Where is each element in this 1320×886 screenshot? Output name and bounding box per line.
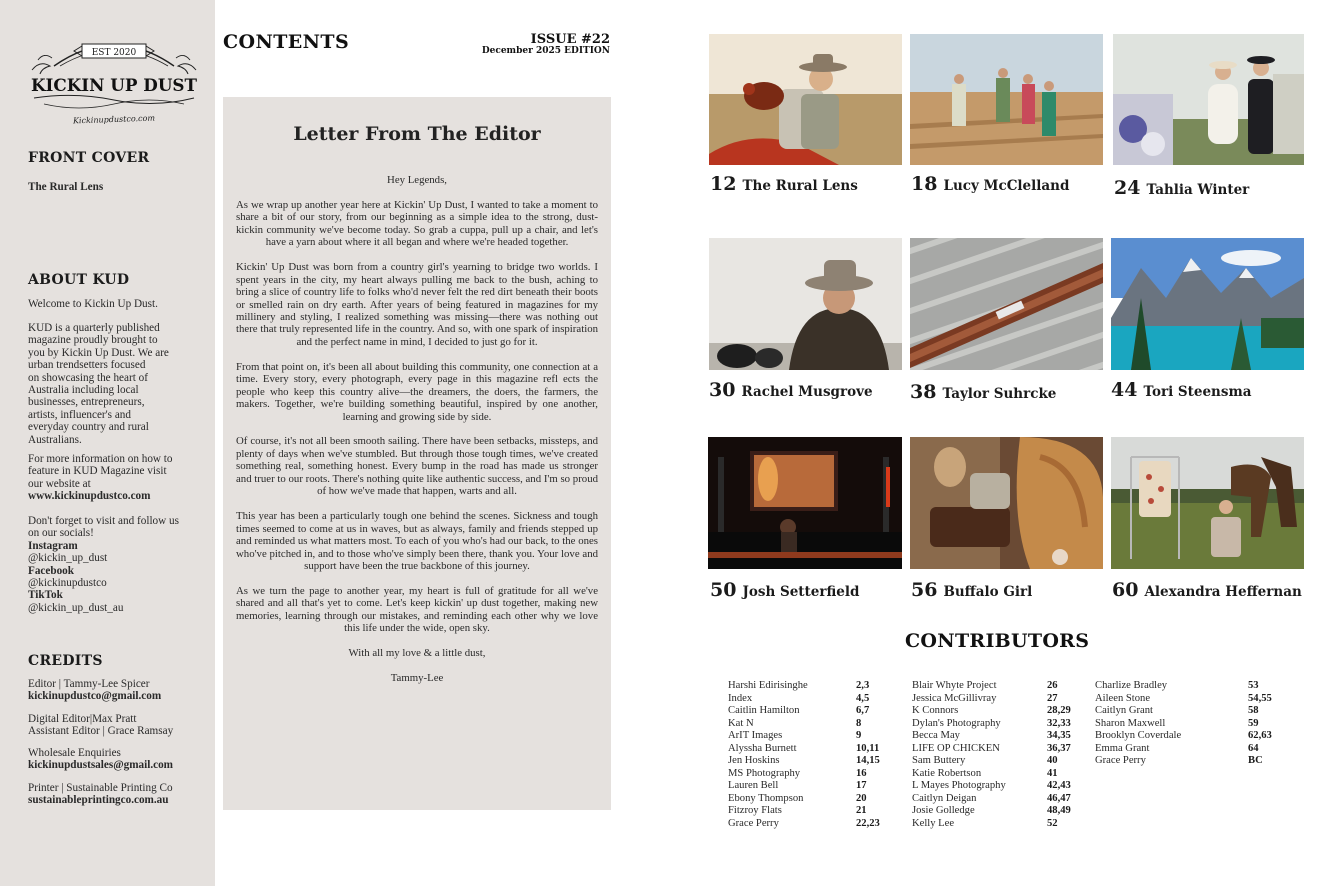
contributor-pages: 58 xyxy=(1248,705,1259,717)
article-title: Rachel Musgrove xyxy=(741,384,873,400)
front-cover-heading: FRONT COVER xyxy=(28,150,150,166)
contributor-name: Katie Robertson xyxy=(912,767,982,779)
contributor-name: Josie Golledge xyxy=(912,805,975,817)
article-caption-tori-steensma[interactable] xyxy=(1111,379,1252,401)
contributor-name: Fitzroy Flats xyxy=(728,805,782,817)
article-photo-taylor-suhrcke[interactable] xyxy=(910,238,1103,370)
article-page-number: 50 xyxy=(710,579,737,601)
about-description xyxy=(28,322,208,446)
contributor-name: Sharon Maxwell xyxy=(1095,717,1166,729)
article-photo-josh-setterfield[interactable] xyxy=(708,437,902,569)
instagram-handle[interactable]: @kickin_up_dust xyxy=(28,552,108,565)
contributor-pages: 42,43 xyxy=(1047,780,1071,792)
letter-body xyxy=(236,174,598,697)
about-desc-line: artists, influencer's and xyxy=(28,408,131,421)
about-heading: ABOUT KUD xyxy=(28,272,130,288)
article-page-number: 56 xyxy=(911,579,938,601)
article-caption-alexandra-heffernan[interactable] xyxy=(1112,579,1302,601)
letter-paragraph: As we turn the page to another year, my heart is full of gratitude for all we've shared and all that's yet to come. Let's keep kickin' up dust together, making new memories, learning through our mistakes, and reminding each other why we love this life under the wide, open sky. xyxy=(236,584,598,635)
credits-editor xyxy=(28,678,208,703)
article-photo-alexandra-heffernan[interactable] xyxy=(1111,437,1304,569)
article-page-number: 24 xyxy=(1114,177,1141,199)
letter-paragraph: This year has been a particularly tough one behind the scenes. Sickness and tough times seemed to come at us in waves, but as always, family and friends stepped up and reminded us what matters most. To each of you who's had our back, to the ones who've pitched in, and to those who've simply been there, thank you. Your love and support have been the true backbone of this journey. xyxy=(236,510,598,572)
about-desc-line: Australia including local xyxy=(28,384,139,397)
issue-edition: December 2025 EDITION xyxy=(481,46,610,56)
tiktok-handle[interactable]: @kickin_up_dust_au xyxy=(28,601,124,614)
article-title: Tori Steensma xyxy=(1143,384,1252,400)
about-desc-line: Australians. xyxy=(28,433,82,446)
credits-digital xyxy=(28,713,208,738)
about-desc-line: businesses, entrepreneurs, xyxy=(28,396,145,409)
printer-site[interactable]: sustainableprintingco.com.au xyxy=(28,794,169,807)
wholesale-email[interactable]: kickinupdustsales@gmail.com xyxy=(28,759,173,772)
contributor-pages: 17 xyxy=(856,780,867,792)
article-photo-buffalo-girl[interactable] xyxy=(910,437,1103,569)
contributor-pages: 54,55 xyxy=(1248,692,1272,704)
contributor-name: Becca May xyxy=(912,730,960,742)
feature-info-line: our website at xyxy=(28,477,91,490)
contributor-name: Lauren Bell xyxy=(728,780,779,792)
rural-lens-photo xyxy=(709,34,902,165)
contributor-pages: 64 xyxy=(1248,742,1259,754)
article-page-number: 44 xyxy=(1111,379,1138,401)
contributor-pages: 40 xyxy=(1047,755,1058,767)
contributor-name: Emma Grant xyxy=(1095,742,1150,754)
contributor-pages: 53 xyxy=(1248,680,1259,691)
article-title: Taylor Suhrcke xyxy=(942,386,1057,402)
letter-title: Letter From The Editor xyxy=(293,123,541,145)
letter-paragraph: As we wrap up another year here at Kickin' Up Dust, I wanted to take a moment to share a bit of our story, from our beginning as a simple idea to the strong, dust-kickin community we've become today. So grab a cuppa, pull up a chair, and let's have a yarn about where it all began and where we're headed together. xyxy=(236,198,598,249)
issue-block xyxy=(482,33,610,56)
contributor-name: Sam Buttery xyxy=(912,755,966,767)
contributor-pages: 14,15 xyxy=(856,755,880,767)
contributor-name: Index xyxy=(728,692,753,704)
contributor-pages: BC xyxy=(1248,755,1263,767)
article-photo-tori-steensma[interactable] xyxy=(1111,238,1304,370)
article-page-number: 38 xyxy=(910,381,937,403)
letter-signoff: With all my love & a little dust, xyxy=(348,647,486,660)
about-desc-line: you by Kickin Up Dust. We are xyxy=(28,346,169,359)
article-title: Josh Setterfield xyxy=(742,584,860,600)
josh-setterfield-photo xyxy=(708,437,902,569)
follow-line: Don't forget to visit and follow us xyxy=(28,515,179,527)
follow-line: on our socials! xyxy=(28,527,94,540)
article-caption-taylor-suhrcke[interactable] xyxy=(910,381,1056,403)
digital-editor-line: Digital Editor|Max Pratt xyxy=(28,713,137,725)
sidebar xyxy=(0,0,215,886)
contributor-pages: 36,37 xyxy=(1047,742,1071,754)
editor-email[interactable]: kickinupdustco@gmail.com xyxy=(28,690,162,703)
credits-printer xyxy=(28,782,208,807)
contributor-pages: 46,47 xyxy=(1047,792,1071,804)
contributor-pages: 41 xyxy=(1047,767,1058,779)
issue-number: ISSUE #22 xyxy=(530,32,610,47)
instagram-label: Instagram xyxy=(28,539,78,552)
logo-url: Kickinupdustco.com xyxy=(72,113,156,126)
article-caption-lucy-mcclelland[interactable] xyxy=(911,173,1069,195)
article-title: Buffalo Girl xyxy=(943,584,1033,600)
contributor-pages: 59 xyxy=(1248,717,1259,729)
contributor-name: LIFE OP CHICKEN xyxy=(912,742,1000,754)
article-title: Alexandra Heffernan xyxy=(1144,584,1302,600)
about-welcome: Welcome to Kickin Up Dust. xyxy=(28,298,158,310)
contributor-name: Kat N xyxy=(728,717,754,729)
contributor-pages: 16 xyxy=(856,767,867,779)
tori-steensma-photo xyxy=(1111,238,1304,370)
socials-block xyxy=(28,515,208,614)
credits-heading: CREDITS xyxy=(28,653,103,669)
contributor-pages: 52 xyxy=(1047,818,1058,830)
article-caption-tahlia-winter[interactable] xyxy=(1114,177,1249,199)
letter-greeting: Hey Legends, xyxy=(387,174,447,186)
facebook-label: Facebook xyxy=(28,564,74,577)
wholesale-line: Wholesale Enquiries xyxy=(28,747,121,759)
feature-info xyxy=(28,453,208,503)
contributor-name: ArIT Images xyxy=(728,730,783,742)
contributor-name: L Mayes Photography xyxy=(912,780,1006,792)
contributor-pages: 20 xyxy=(856,792,867,804)
article-photo-lucy-mcclelland[interactable] xyxy=(910,34,1103,165)
contributor-name: Ebony Thompson xyxy=(728,792,804,804)
rachel-musgrove-photo xyxy=(709,238,902,370)
contributor-pages: 8 xyxy=(856,717,862,729)
contributor-pages: 26 xyxy=(1047,680,1058,691)
letter-paragraph: Kickin' Up Dust was born from a country girl's yearning to bridge two worlds. I spent years in the city, my heart always pulling me back to the bush, aching to bring a slice of country life to folks who'd never felt the red dirt beneath their boots or smelled rain on dry earth. After years of being featured in magazines for my millinery and styling, I realized something was missing—there was nothing out there that truly represented life in the country. And so, with one spark of inspiration and the perfect name in mind, I decided to just go for it. xyxy=(236,261,598,348)
assistant-editor-line: Assistant Editor | Grace Ramsay xyxy=(28,725,174,738)
credits-wholesale xyxy=(28,747,208,772)
editor-letter xyxy=(223,97,611,810)
contributor-name: Dylan's Photography xyxy=(912,717,1001,729)
contributor-name: K Connors xyxy=(912,705,959,717)
alexandra-heffernan-photo xyxy=(1111,437,1304,569)
contributor-name: Harshi Edirisinghe xyxy=(728,680,808,691)
contributor-name: Grace Perry xyxy=(728,818,779,830)
contributor-name: Caitlyn Deigan xyxy=(912,792,977,804)
contributor-name: Alyssha Burnett xyxy=(728,742,797,754)
contributor-pages: 22,23 xyxy=(856,818,880,830)
contributor-name: Jen Hoskins xyxy=(728,755,780,767)
article-title: Lucy McClelland xyxy=(943,178,1070,194)
contributor-name: Brooklyn Coverdale xyxy=(1095,730,1182,742)
lucy-mcclelland-photo xyxy=(910,34,1103,165)
contributor-pages: 32,33 xyxy=(1047,717,1071,729)
about-desc-line: KUD is a quarterly published xyxy=(28,322,160,334)
article-title: The Rural Lens xyxy=(742,178,858,194)
printer-line: Printer | Sustainable Printing Co xyxy=(28,782,173,794)
feature-info-line: feature in KUD Magazine visit xyxy=(28,465,167,478)
contributor-pages: 62,63 xyxy=(1248,730,1272,742)
letter-paragraph: Of course, it's not all been smooth sailing. There have been setbacks, missteps, and plenty of days when we've stumbled. But through those tough times, we've created something real, something honest. Every bump in the road has made us stronger and truer to our roots. There's nothing quite like authentic success, and I'm so proud of how we've made that happen, warts and all. xyxy=(236,435,598,498)
taylor-suhrcke-photo xyxy=(910,238,1103,370)
contributors-title: CONTRIBUTORS xyxy=(905,630,1090,652)
website-link[interactable]: www.kickinupdustco.com xyxy=(28,490,151,503)
logo-name: KICKIN UP DUST xyxy=(31,76,198,96)
contents-title: CONTENTS xyxy=(223,31,350,53)
article-caption-josh-setterfield[interactable] xyxy=(710,579,859,601)
letter-paragraph: From that point on, it's been all about building this community, one connection at a time. Every story, every photograph, every page in this magazine refl ects the people who keep this country alive—the dreamers, the doers, the farmers, the makers. Together, we're building something beautiful, inspired by one another, learning and growing side by side. xyxy=(236,360,598,423)
contributor-pages: 28,29 xyxy=(1047,705,1071,717)
contributor-pages: 34,35 xyxy=(1047,730,1071,742)
about-desc-line: magazine proudly brought to xyxy=(28,334,158,347)
article-caption-buffalo-girl[interactable] xyxy=(911,579,1032,601)
contributor-name: Charlize Bradley xyxy=(1095,680,1168,691)
buffalo-girl-photo xyxy=(910,437,1103,569)
contributor-name: Aileen Stone xyxy=(1095,692,1151,704)
facebook-handle[interactable]: @kickinupdustco xyxy=(28,577,107,590)
about-desc-line: on showcasing the heart of xyxy=(28,371,148,384)
front-cover-text: The Rural Lens xyxy=(28,181,104,193)
article-photo-tahlia-winter[interactable] xyxy=(1113,34,1304,165)
article-caption-rural-lens[interactable] xyxy=(710,173,858,195)
about-desc-line: urban trendsetters focused xyxy=(28,359,146,372)
article-page-number: 30 xyxy=(709,379,736,401)
article-page-number: 60 xyxy=(1112,579,1139,601)
article-page-number: 12 xyxy=(710,173,737,195)
contributor-name: Kelly Lee xyxy=(912,818,955,830)
article-page-number: 18 xyxy=(911,173,938,195)
contributor-pages: 4,5 xyxy=(856,692,870,704)
tiktok-label: TikTok xyxy=(28,589,63,602)
contributor-pages: 2,3 xyxy=(856,680,870,691)
article-title: Tahlia Winter xyxy=(1146,182,1250,198)
logo-est: EST 2020 xyxy=(91,48,137,58)
contributor-name: Grace Perry xyxy=(1095,755,1146,767)
article-photo-rural-lens[interactable] xyxy=(709,34,902,165)
contributor-name: MS Photography xyxy=(728,767,801,779)
contributor-pages: 10,11 xyxy=(856,742,880,754)
article-photo-rachel-musgrove[interactable] xyxy=(709,238,902,370)
feature-info-line: For more information on how to xyxy=(28,453,173,465)
contributor-name: Caitlyn Grant xyxy=(1095,705,1153,717)
contributor-name: Jessica McGillivray xyxy=(912,692,997,704)
contributor-pages: 27 xyxy=(1047,692,1058,704)
contributor-pages: 6,7 xyxy=(856,705,870,717)
kickin-up-dust-logo xyxy=(24,30,204,130)
about-desc-line: everyday country and rural xyxy=(28,421,149,434)
contributor-pages: 21 xyxy=(856,805,867,817)
contributor-pages: 48,49 xyxy=(1047,805,1071,817)
contributor-name: Caitlin Hamilton xyxy=(728,705,800,717)
article-caption-rachel-musgrove[interactable] xyxy=(709,379,873,401)
contributor-name: Blair Whyte Project xyxy=(912,680,997,691)
tahlia-winter-photo xyxy=(1113,34,1304,165)
letter-signature: Tammy-Lee xyxy=(390,672,444,684)
contributor-pages: 9 xyxy=(856,730,862,742)
editor-line: Editor | Tammy-Lee Spicer xyxy=(28,678,150,690)
